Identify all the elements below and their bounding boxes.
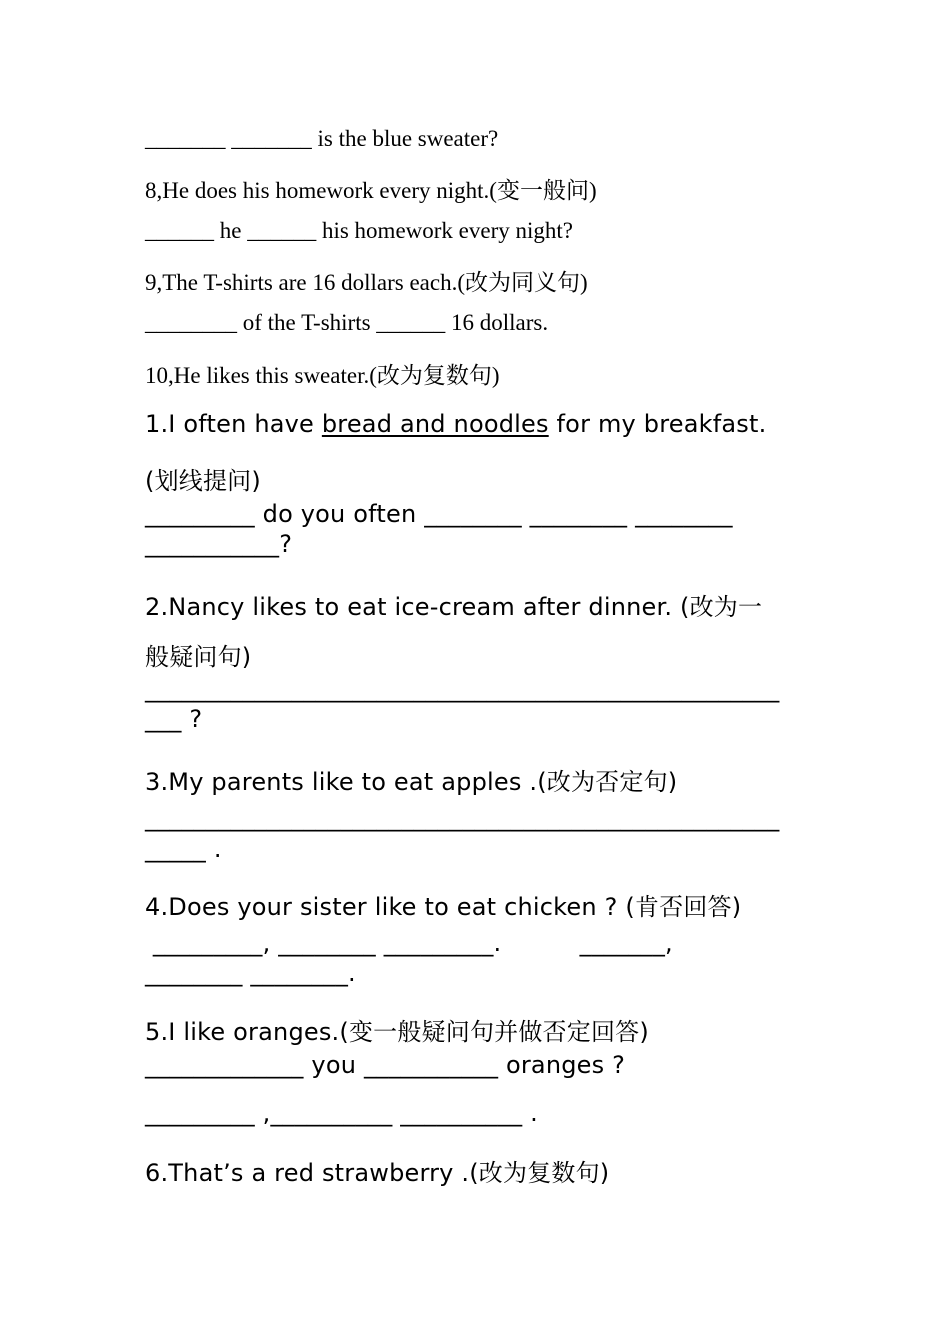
question-1-note: (划线提问) xyxy=(145,467,261,495)
answer-line-2a: ____________________________________________________ xyxy=(145,675,780,703)
question-9: 9,The T-shirts are 16 dollars each.(改为同义句) xyxy=(145,270,588,295)
question-2-line1: 2.Nancy likes to eat ice-cream after dinner. (改为一 xyxy=(145,593,763,621)
question-4: 4.Does your sister like to eat chicken ? (肯否回答) xyxy=(145,893,742,921)
question-8: 8,He does his homework every night.(变一般问) xyxy=(145,178,597,203)
answer-line-1a: _________ do you often ________ ________ ________ xyxy=(145,500,733,528)
answer-line-1b: ___________? xyxy=(145,530,293,558)
question-3: 3.My parents like to eat apples .(改为否定句) xyxy=(145,768,678,796)
fill-line-blue-sweater: _______ _______ is the blue sweater? xyxy=(145,126,499,151)
answer-line-4a: _________, ________ _________. _______, xyxy=(145,929,673,957)
question-2-line2: 般疑问句) xyxy=(145,643,252,671)
question-1 xyxy=(145,410,766,438)
question-5: 5.I like oranges.(变一般疑问句并做否定回答) xyxy=(145,1018,649,1046)
answer-line-3b: _____ . xyxy=(145,835,222,863)
question-1-suffix: for my breakfast. xyxy=(548,410,767,438)
answer-line-5a: _____________ you ___________ oranges ? xyxy=(145,1051,626,1079)
answer-line-2b: ___ ? xyxy=(145,705,203,733)
question-6: 6.That’s a red strawberry .(改为复数句) xyxy=(145,1159,610,1187)
question-1-prefix: 1.I often have xyxy=(145,410,322,438)
question-10: 10,He likes this sweater.(改为复数句) xyxy=(145,363,500,388)
answer-line-9: ________ of the T-shirts ______ 16 dollars. xyxy=(145,310,549,335)
answer-line-5b: _________ ,__________ __________ . xyxy=(145,1099,538,1127)
answer-line-4b: ________ ________. xyxy=(145,959,356,987)
answer-line-8: ______ he ______ his homework every night? xyxy=(145,218,573,243)
answer-line-3a: ____________________________________________________ xyxy=(145,804,780,832)
question-1-underlined: bread and noodles xyxy=(321,410,549,438)
